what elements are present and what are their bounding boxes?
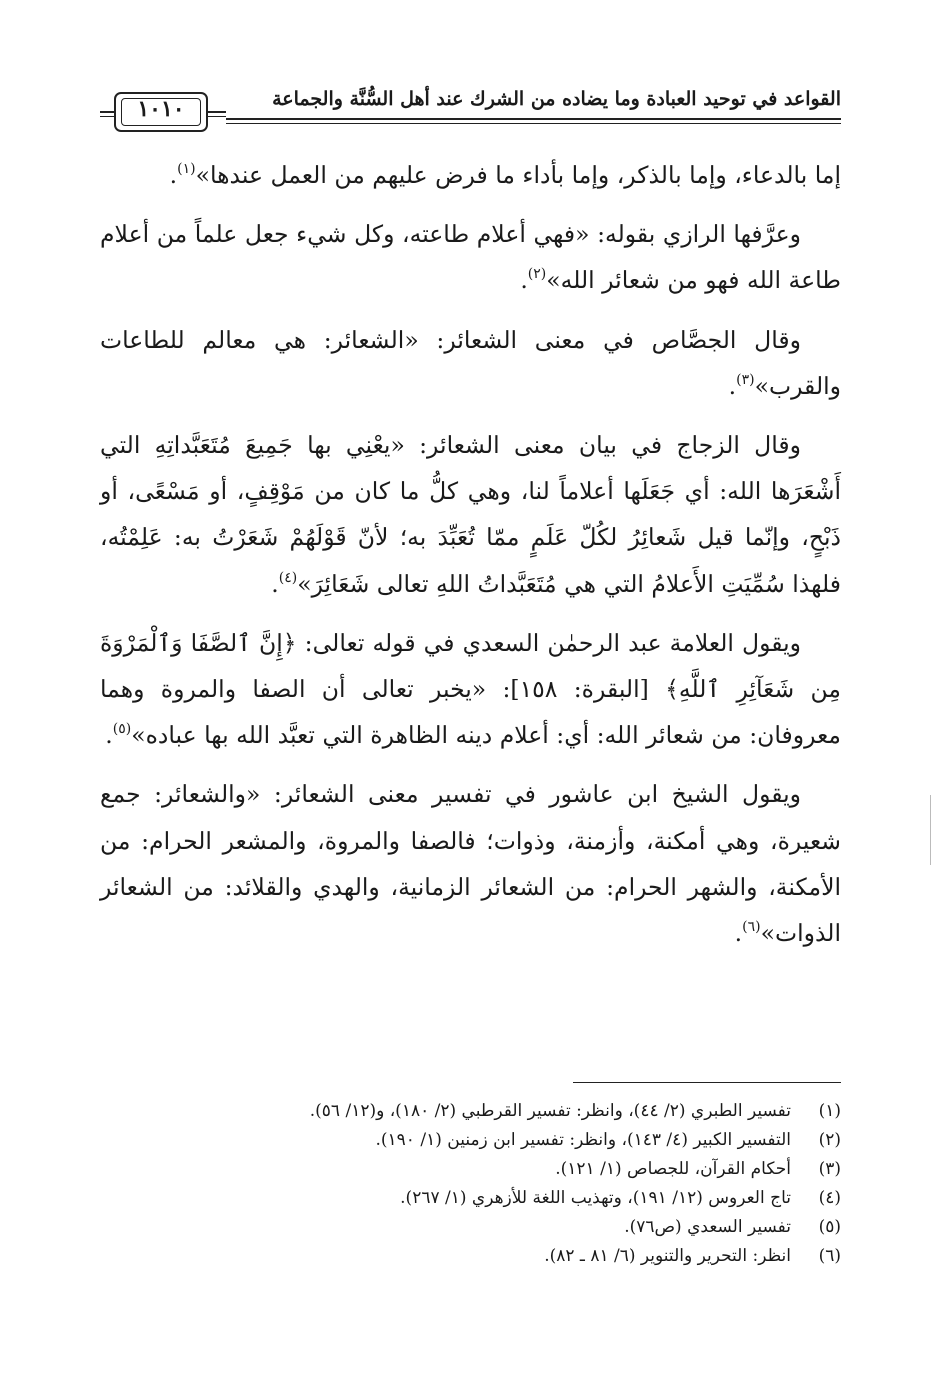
header-rule-top [226, 118, 841, 120]
footnote-text: أحكام القرآن، للجصاص (١/ ١٢١). [555, 1159, 791, 1179]
footnote-number: (٥) [818, 1217, 841, 1237]
paragraph [100, 771, 841, 956]
header-rule-left-thin [100, 116, 114, 117]
footnote-number: (٤) [818, 1188, 841, 1208]
header-rule-mid-thin [208, 116, 226, 117]
paragraph-end: . [728, 371, 737, 400]
page-number-frame [114, 92, 208, 132]
paragraph [100, 317, 841, 409]
paragraph-end: . [271, 569, 279, 598]
footnote [100, 1184, 841, 1213]
footnote [100, 1126, 841, 1155]
footnote-ref: (٥) [112, 721, 132, 738]
header-rule-mid [208, 111, 226, 113]
paragraph-end: . [520, 266, 528, 295]
footnotes [100, 1097, 841, 1271]
paragraph [100, 620, 841, 759]
footnote-number: (٦) [818, 1246, 841, 1266]
paragraph-end: . [105, 721, 113, 750]
paragraph-text: وقال الجصَّاص في معنى الشعائر: «الشعائر: هي معالم للطاعات والقرب» [100, 325, 841, 400]
paragraph [100, 422, 841, 607]
footnote-ref: (١) [177, 161, 196, 177]
footnote-number: (٣) [818, 1159, 841, 1179]
paragraph-text: ويقول الشيخ ابن عاشور في تفسير معنى الشعائر: «والشعائر: جمع شعيرة، وهي أمكنة، وأزمنة، وذوات؛ فالصفا والمروة، والمشعر الحرام: من الأمكنة، والشهر الحرام: من الشعائر الزمانية، والهدي والقلائد: من الشعائر الذوات» [100, 780, 841, 948]
paragraph [100, 152, 841, 198]
footnote-number: (١) [818, 1101, 841, 1121]
footnote-text: التفسير الكبير (٤/ ١٤٣)، وانظر: تفسير ابن زمنين (١/ ١٩٠). [375, 1130, 791, 1150]
main-text [100, 152, 841, 969]
header-rule-bottom [226, 123, 841, 124]
header-rule-left [100, 111, 114, 113]
paragraph-text: وعرَّفها الرازي بقوله: «فهي أعلام طاعته، وكل شيء جعل علماً من أعلام طاعة الله فهو من شعائر الله» [100, 220, 841, 295]
footnote-ref: (٣) [736, 371, 755, 388]
running-header [100, 82, 841, 144]
paragraph-end: . [734, 919, 743, 948]
paragraph-text: ويقول العلامة عبد الرحمٰن السعدي في قوله تعالى: ﴿إِنَّ ٱلصَّفَا وَٱلْمَرْوَةَ مِن شَعَآئِرِ ٱللَّهِ﴾ [البقرة: ١٥٨]: «يخبر تعالى أن الصفا والمروة وهما معروفان: من شعائر الله: أي: أعلام دينه الظاهرة التي تعبَّد الله بها عباده» [100, 628, 841, 750]
page-number: ١٠١٠ [137, 96, 185, 122]
scan-margin-line [930, 795, 931, 865]
footnote-text: انظر: التحرير والتنوير (٦/ ٨١ ـ ٨٢). [544, 1246, 791, 1266]
footnote-text: تاج العروس (١٢/ ١٩١)، وتهذيب اللغة للأزهري (١/ ٢٦٧). [400, 1188, 791, 1208]
footnote-text: تفسير السعدي (ص٧٦). [624, 1217, 791, 1237]
footnote-separator [573, 1082, 841, 1083]
paragraph-text: وقال الزجاج في بيان معنى الشعائر: «يعْنِي بها جَمِيعَ مُتَعَبَّداتِهِ التي أَشْعَرَها الله: أي جَعَلَها أعلاماً لنا، وهي كلُّ ما كان من مَوْقِفٍ، أو مَسْعًى، أو ذَبْحٍ، وإنّما قيل شَعائِرُ لكُلّ عَلَمٍ ممّا تُعَبِّدَ به؛ لأنّ قَوْلَهُمْ شَعَرْتُ به: عَلِمْتُه، فلهذا سُمِّيَتِ الأَعلامُ التي هي مُتَعَبَّداتُ اللهِ تعالى شَعَائِرَ» [100, 431, 841, 598]
paragraph-end: . [169, 161, 178, 189]
footnote [100, 1155, 841, 1184]
footnote-ref: (٤) [278, 569, 298, 586]
footnote [100, 1213, 841, 1242]
footnote-text: تفسير الطبري (٢/ ٤٤)، وانظر: تفسير القرطبي (٢/ ١٨٠)، و(١٢/ ٥٦). [309, 1101, 791, 1121]
paragraph-text: إما بالدعاء، وإما بالذكر، وإما بأداء ما فرض عليهم من العمل عندها» [195, 161, 841, 189]
footnote [100, 1242, 841, 1271]
footnote-number: (٢) [818, 1130, 841, 1150]
header-title: القواعد في توحيد العبادة وما يضاده من الشرك عند أهل السُّنَّة والجماعة [272, 88, 841, 110]
footnote-ref: (٦) [742, 919, 761, 936]
paragraph [100, 211, 841, 303]
footnote-ref: (٢) [527, 266, 547, 283]
footnote [100, 1097, 841, 1126]
